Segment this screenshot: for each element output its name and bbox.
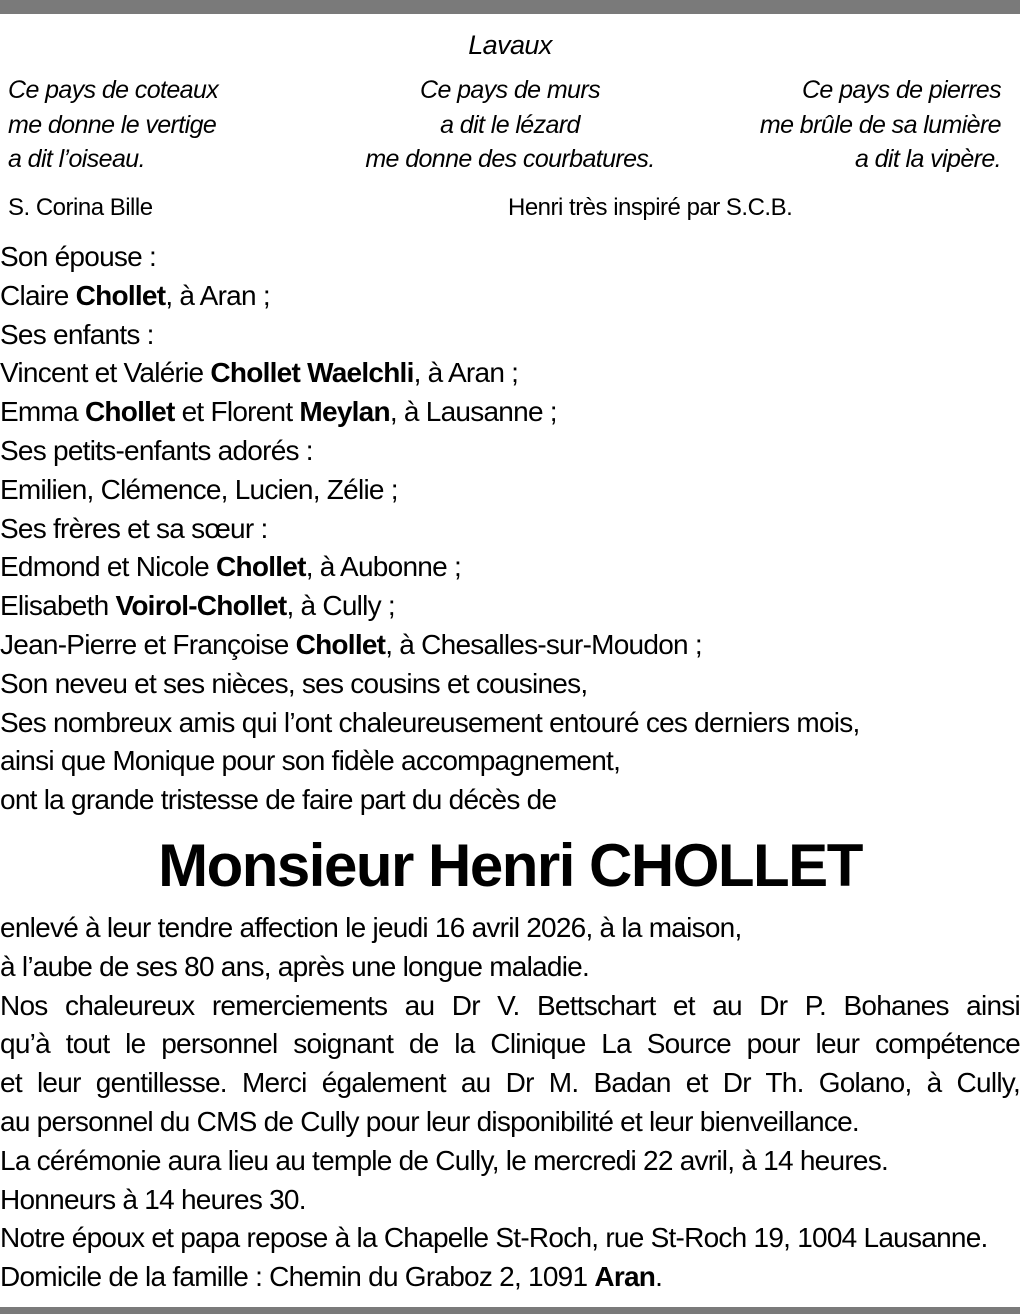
poem-line: me brûle de sa lumière bbox=[759, 110, 1001, 139]
name-first: Elisabeth bbox=[0, 590, 116, 622]
poem-line: me donne des courbatures. bbox=[365, 145, 655, 173]
grandchildren-heading: Ses petits-enfants adorés : bbox=[0, 434, 313, 466]
name-first: Jean-Pierre et Françoise bbox=[0, 628, 296, 660]
name-last: Meylan bbox=[299, 396, 390, 428]
name-last: Chollet bbox=[75, 279, 166, 311]
poem-line: Ce pays de coteaux bbox=[8, 76, 219, 104]
child-line bbox=[0, 393, 1020, 432]
poem-line: a dit la vipère. bbox=[854, 145, 1001, 173]
ceremony-line: La cérémonie aura lieu au temple de Cully, le mercredi 22 avril, à 14 heures. bbox=[0, 1144, 889, 1176]
poem-line: Ce pays de murs bbox=[420, 76, 600, 104]
children-heading: Ses enfants : bbox=[0, 318, 154, 350]
family-list bbox=[0, 238, 1020, 820]
name-place: , à Aubonne ; bbox=[305, 551, 461, 583]
child-line bbox=[0, 354, 1020, 393]
name-first: Edmond et Nicole bbox=[0, 551, 217, 583]
thanks-line: et leur gentillesse. Merci également au Dr M. Badan et Dr Th. Golano, à Cully, bbox=[0, 1067, 1020, 1099]
poem-line: a dit l’oiseau. bbox=[8, 145, 145, 173]
announcement-line: ont la grande tristesse de faire part du décès de bbox=[0, 784, 557, 816]
death-line: enlevé à leur tendre affection le jeudi 16 avril 2026, à la maison, bbox=[0, 912, 742, 943]
poem-credit-author: S. Corina Bille bbox=[8, 194, 153, 221]
resting-place-line: Notre époux et papa repose à la Chapelle St-Roch, rue St-Roch 19, 1004 Lausanne. bbox=[0, 1222, 988, 1254]
poem-line: a dit le lézard bbox=[440, 110, 580, 139]
name-connector: et Florent bbox=[174, 396, 300, 428]
poem-stanza-right bbox=[760, 73, 1001, 177]
name-first: Emma bbox=[0, 396, 85, 428]
name-place: , à Chesalles-sur-Moudon ; bbox=[385, 628, 702, 660]
siblings-heading: Ses frères et sa sœur : bbox=[0, 512, 268, 544]
honours-line: Honneurs à 14 heures 30. bbox=[0, 1183, 306, 1215]
domicile-punctuation: . bbox=[655, 1261, 663, 1293]
poem-stanza-left bbox=[8, 73, 218, 177]
spouse-line bbox=[0, 277, 1020, 316]
name-last: Chollet bbox=[84, 396, 175, 428]
thanks-line: qu’à tout le personnel soignant de la Clinique La Source pour leur compétence bbox=[0, 1028, 1020, 1060]
name-place: , à Aran ; bbox=[165, 279, 270, 311]
grandchildren-line: Emilien, Clémence, Lucien, Zélie ; bbox=[0, 473, 398, 505]
thanks-line: Nos chaleureux remerciements au Dr V. Bettschart et au Dr P. Bohanes ainsi bbox=[0, 989, 1020, 1021]
name-place: , à Cully ; bbox=[286, 590, 395, 622]
name-last: Chollet bbox=[216, 551, 306, 583]
sibling-line bbox=[0, 626, 1020, 665]
name-first: Claire bbox=[0, 279, 76, 311]
thanks-line: au personnel du CMS de Cully pour leur disponibilité et leur bienveillance. bbox=[0, 1105, 859, 1137]
extended-family-line: Son neveu et ses nièces, ses cousins et cousines, bbox=[0, 667, 588, 699]
sibling-line bbox=[0, 548, 1020, 587]
top-rule bbox=[0, 0, 1020, 14]
bottom-rule bbox=[0, 1307, 1020, 1314]
poem-stanza-middle bbox=[365, 73, 654, 177]
friends-line: Ses nombreux amis qui l’ont chaleureusement entouré ces derniers mois, bbox=[0, 706, 860, 738]
death-line: à l’aube de ses 80 ans, après une longue maladie. bbox=[0, 950, 590, 982]
sibling-line bbox=[0, 587, 1020, 626]
closing-text bbox=[0, 909, 1020, 1297]
poem-title: Lavaux bbox=[468, 30, 552, 60]
poem-credit-adaptation: Henri très inspiré par S.C.B. bbox=[508, 194, 793, 221]
name-last: Chollet Waelchli bbox=[210, 357, 414, 389]
poem-line: Ce pays de pierres bbox=[801, 76, 1001, 104]
name-last: Voirol-Chollet bbox=[115, 590, 287, 622]
name-place: , à Lausanne ; bbox=[389, 396, 557, 428]
domicile-town: Aran bbox=[594, 1261, 656, 1293]
companion-line: ainsi que Monique pour son fidèle accompagnement, bbox=[0, 745, 621, 777]
name-last: Chollet bbox=[295, 628, 386, 660]
poem-line: me donne le vertige bbox=[8, 110, 217, 139]
name-first: Vincent et Valérie bbox=[0, 357, 211, 389]
spouse-heading: Son épouse : bbox=[0, 241, 157, 272]
name-place: , à Aran ; bbox=[413, 357, 519, 389]
domicile-address: Domicile de la famille : Chemin du Graboz 2, 1091 bbox=[0, 1261, 595, 1293]
domicile-line bbox=[0, 1258, 1020, 1297]
deceased-name: Monsieur Henri CHOLLET bbox=[158, 832, 862, 899]
